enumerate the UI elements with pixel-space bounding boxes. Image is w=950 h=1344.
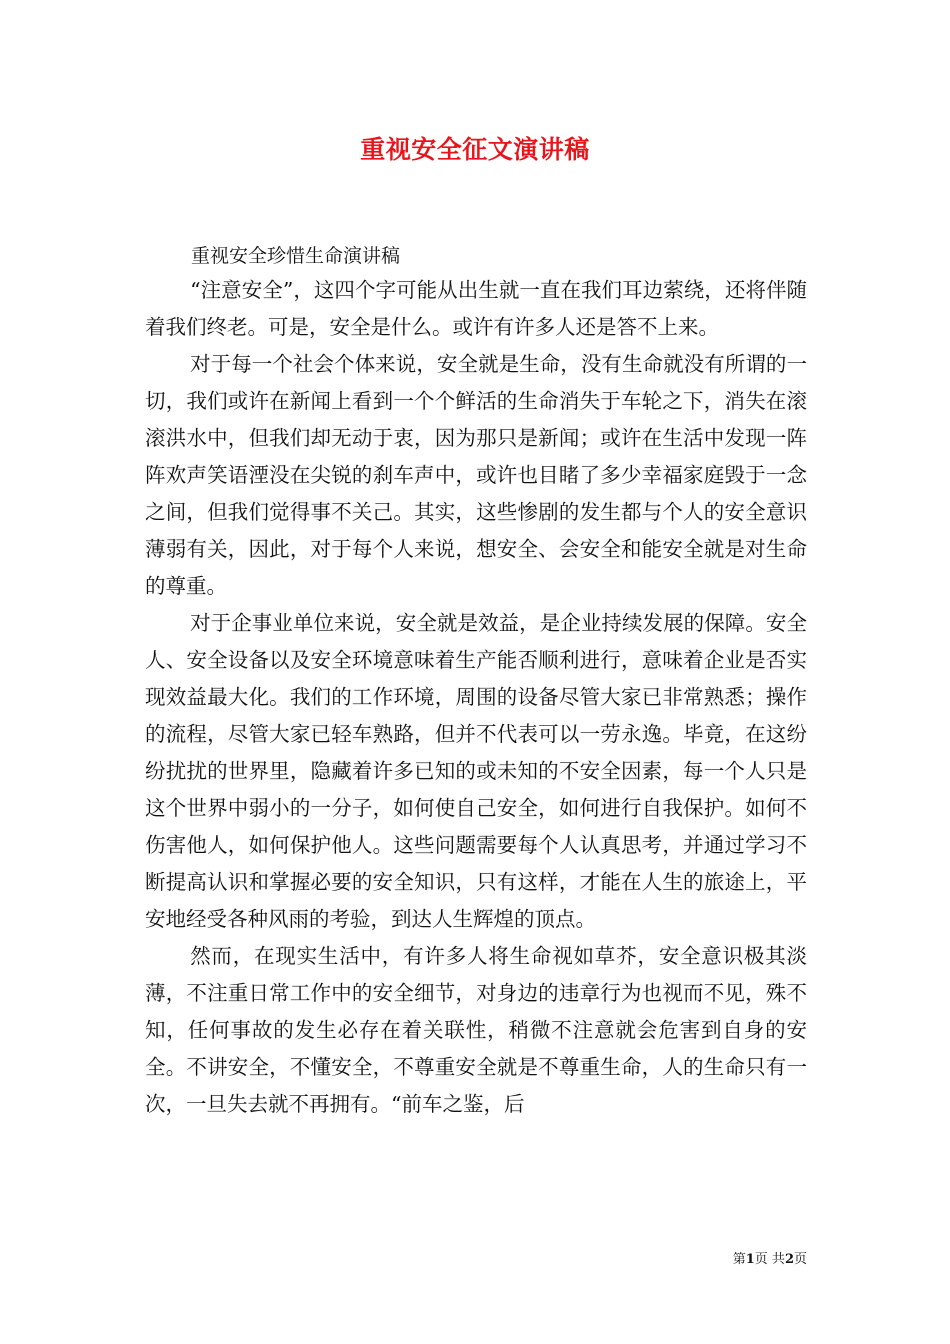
footer-middle: 页 共 bbox=[754, 1252, 785, 1267]
document-title: 重视安全征文演讲稿 bbox=[360, 135, 590, 164]
paragraph-3: 对于企事业单位来说，安全就是效益，是企业持续发展的保障。安全人、安全设备以及安全环境意味着生产能否顺利进行，意味着企业是否实现效益最大化。我们的工作环境，周围的设备尽管大家已非常熟悉；操作的流程，尽管大家已轻车熟路，但并不代表可以一劳永逸。毕竟，在这纷纷扰扰的世界里，隐藏着许多已知的或未知的不安全因素，每一个人只是这个世界中弱小的一分子，如何使自己安全，如何进行自我保护。如何不伤害他人，如何保护他人。这些问题需要每个人认真思考，并通过学习不断提高认识和掌握必要的安全知识，只有这样，才能在人生的旅途上，平安地经受各种风雨的考验，到达人生辉煌的顶点。 bbox=[145, 611, 807, 931]
footer-prefix: 第 bbox=[732, 1252, 746, 1267]
paragraph-2: 对于每一个社会个体来说，安全就是生命，没有生命就没有所谓的一切，我们或许在新闻上看到一个个鲜活的生命消失于车轮之下，消失在滚滚洪水中，但我们却无动于衷，因为那只是新闻；或许在生活中发现一阵阵欢声笑语湮没在尖锐的刹车声中，或许也目睹了多少幸福家庭毁于一念之间，但我们觉得事不关己。其实，这些惨剧的发生都与个人的安全意识薄弱有关，因此，对于每个人来说，想安全、会安全和能安全就是对生命的尊重。 bbox=[145, 352, 807, 598]
page-footer bbox=[733, 1248, 807, 1267]
paragraph-4: 然而，在现实生活中，有许多人将生命视如草芥，安全意识极其淡薄，不注重日常工作中的安全细节，对身边的违章行为也视而不见，殊不知，任何事故的发生必存在着关联性，稍微不注意就会危害到自身的安全。不讲安全，不懂安全，不尊重安全就是不尊重生命，人的生命只有一次，一旦失去就不再拥有。“前车之鉴，后 bbox=[145, 944, 807, 1116]
footer-suffix: 页 bbox=[793, 1252, 807, 1267]
document-subtitle: 重视安全珍惜生命演讲稿 bbox=[191, 245, 401, 267]
document-body bbox=[145, 240, 807, 1123]
footer-current-page: 1 bbox=[745, 1252, 755, 1267]
paragraph-1: “注意安全”，这四个字可能从出生就一直在我们耳边萦绕，还将伴随着我们终老。可是，安全是什么。或许有许多人还是答不上来。 bbox=[145, 278, 807, 339]
footer-total-pages: 2 bbox=[784, 1252, 794, 1267]
